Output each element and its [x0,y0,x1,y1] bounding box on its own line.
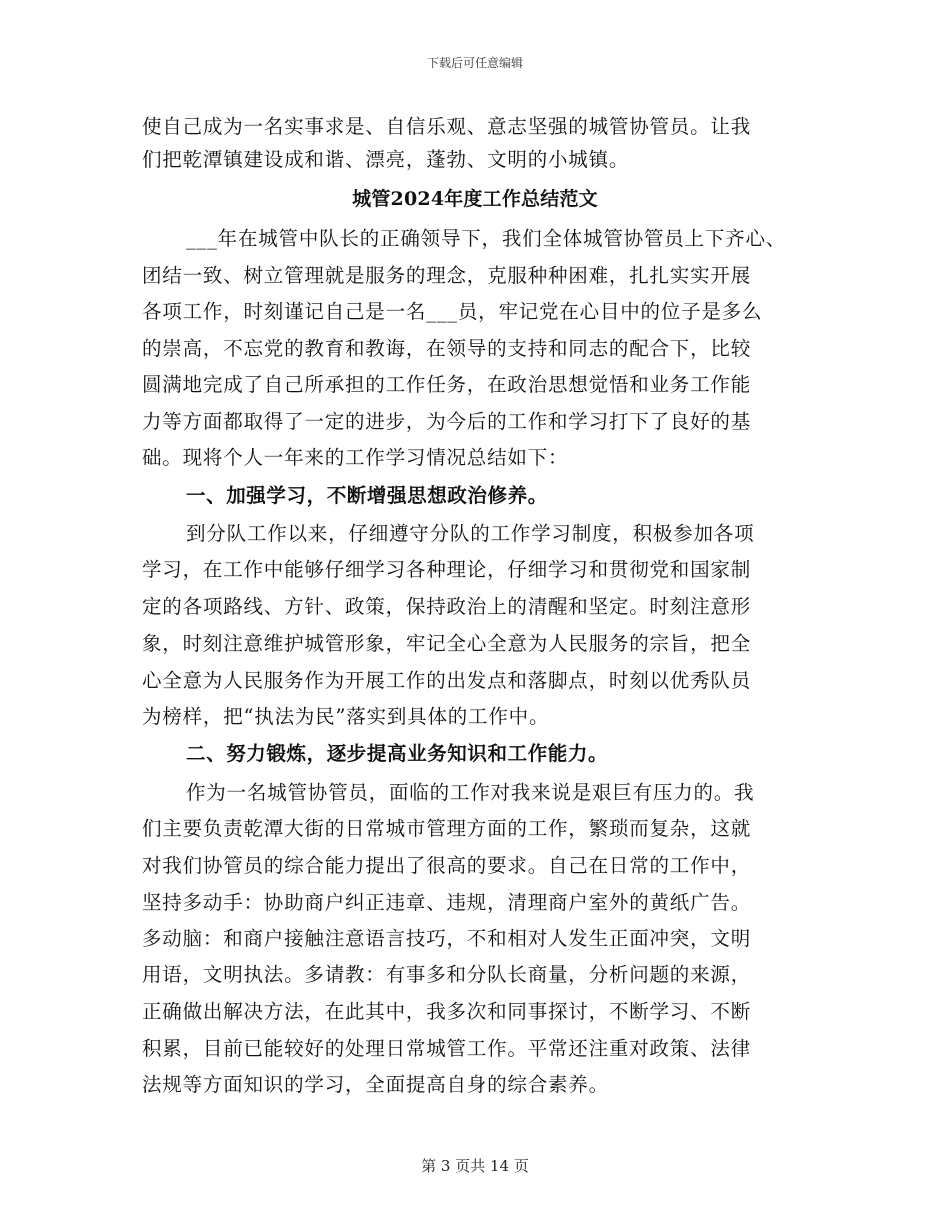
body-line: 的崇高，不忘党的教育和教诲，在领导的支持和同志的配合下，比较 [142,337,752,360]
body-line: 力等方面都取得了一定的进步，为今后的工作和学习打下了良好的基 [142,410,752,433]
body-line: 使自己成为一名实事求是、自信乐观、意志坚强的城管协管员。让我 [142,115,752,138]
section-heading: 二、努力锻炼，逐步提高业务知识和工作能力。 [186,742,609,765]
body-line: 团结一致、树立管理就是服务的理念，克服种种困难，扎扎实实开展 [142,264,752,287]
page-header: 下载后可任意编辑 [426,56,523,70]
body-line: 象，时刻注意维护城管形象，牢记全心全意为人民服务的宗旨，把全 [142,632,752,655]
body-line: 学习，在工作中能够仔细学习各种理论，仔细学习和贯彻党和国家制 [142,558,752,581]
body-line: 多动脑：和商户接触注意语言技巧，不和相对人发生正面冲突，文明 [142,927,752,950]
body-line: 坚持多动手：协助商户纠正违章、违规，清理商户室外的黄纸广告。 [142,891,752,914]
body-line: 定的各项路线、方针、政策，保持政治上的清醒和坚定。时刻注意形 [142,595,752,618]
body-line: 对我们协管员的综合能力提出了很高的要求。自己在日常的工作中， [142,854,752,877]
body-line: 为榜样，把“执法为民”落实到具体的工作中。 [142,705,550,728]
document-title: 城管2024年度工作总结范文 [352,188,598,210]
body-line: 础。现将个人一年来的工作学习情况总结如下： [142,446,569,469]
body-line: 各项工作，时刻谨记自己是一名___员，牢记党在心目中的位子是多么 [142,300,763,323]
body-line: 圆满地完成了自己所承担的工作任务，在政治思想觉悟和业务工作能 [142,373,752,396]
body-line: 法规等方面知识的学习，全面提高自身的综合素养。 [142,1073,609,1096]
page-footer: 第 3 页共 14 页 [421,1157,529,1175]
body-line: 作为一名城管协管员，面临的工作对我来说是艰巨有压力的。我 [186,781,755,804]
body-line: 们主要负责乾潭大街的日常城市管理方面的工作，繁琐而复杂，这就 [142,817,752,840]
section-heading: 一、加强学习，不断增强思想政治修养。 [186,484,548,507]
body-line: 正确做出解决方法，在此其中，我多次和同事探讨，不断学习、不断 [142,1000,752,1023]
body-line: ___年在城管中队长的正确领导下，我们全体城管协管员上下齐心、 [186,227,787,250]
body-line: 到分队工作以来，仔细遵守分队的工作学习制度，积极参加各项 [186,522,755,545]
body-line: 心全意为人民服务作为开展工作的出发点和落脚点，时刻以优秀队员 [142,669,752,692]
body-line: 用语，文明执法。多请教：有事多和分队长商量，分析问题的来源， [142,963,752,986]
body-line: 们把乾潭镇建设成和谐、漂亮，蓬勃、文明的小城镇。 [142,148,630,171]
body-line: 积累，目前已能较好的处理日常城管工作。平常还注重对政策、法律 [142,1037,752,1060]
